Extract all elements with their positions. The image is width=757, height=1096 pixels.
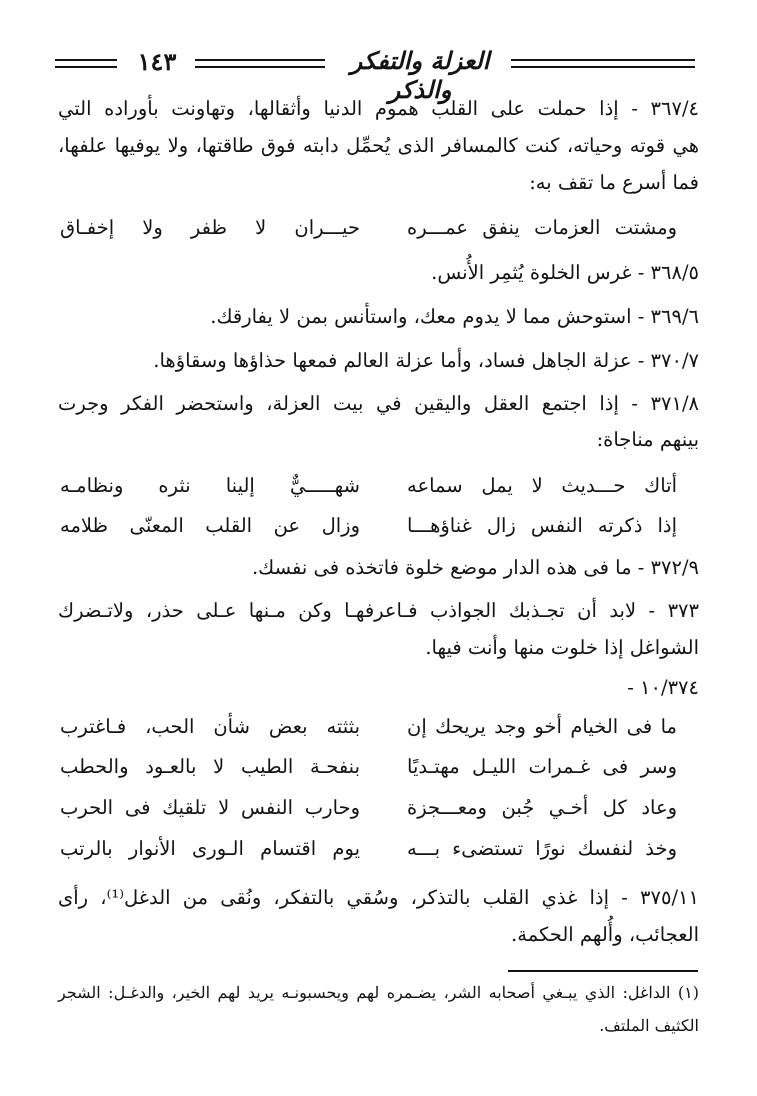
paragraph-line: فما أسرع ما تقف به: — [529, 171, 699, 194]
verse-first-hemistich: وعاد كل أخـي جُبن ومعـــجزة — [407, 796, 677, 819]
footnote-line: (١) الداغل: الذي يبـغي أصحابه الشر، يضـمره لهم ويحسبونـه يريد لهم الخير، والدغـل: الشجر — [58, 983, 699, 1002]
poem-verse — [60, 712, 697, 742]
verse-second-hemistich: وزال عن القلب المعنّى ظلامه — [60, 514, 360, 537]
header-rule-right — [511, 59, 695, 68]
paragraph-line: ٣٧٢/٩ - ما فى هذه الدار موضع خلوة فاتخذه فى نفسك. — [251, 556, 699, 579]
footnote-line: الكثيف الملتف. — [599, 1016, 699, 1035]
verse-first-hemistich: ومشتت العزمات ينفق عمـــره — [407, 216, 677, 239]
poem-verse — [60, 793, 697, 823]
verse-first-hemistich: وسر فى غـمرات الليـل مهتـديًا — [407, 755, 677, 778]
poem-verse — [60, 834, 697, 864]
paragraph-line: ١٠/٣٧٤ - — [627, 676, 699, 699]
poem-verse — [60, 511, 697, 541]
verse-second-hemistich: وحارب النفس لا تلقيك فى الحرب — [60, 796, 360, 819]
verse-first-hemistich: أتاك حـــديث لا يمل سماعه — [407, 474, 677, 497]
paragraph-line: العجائب، وأُلهم الحكمة. — [511, 923, 699, 946]
running-title: العزلة والتفكر والذكر — [350, 46, 490, 104]
paragraph-line: هي قوته وحياته، كنت كالمسافر الذى يُحمِّل دابته فوق طاقتها، ولا يوفيها علفها، — [58, 134, 699, 157]
verse-first-hemistich: وخذ لنفسك نورًا تستضىء بـــه — [407, 837, 677, 860]
paragraph-line: ٣٦٨/٥ - غرس الخلوة يُثمِر الأُنس. — [431, 261, 699, 284]
paragraph-line: بينهم مناجاة: — [596, 428, 699, 451]
paragraph-line: ٣٧١/٨ - إذا اجتمع العقل واليقين في بيت العزلة، واستحضر الفكر وجرت — [58, 392, 699, 415]
verse-second-hemistich: بثثته بعض شأن الحب، فـاغترب — [60, 715, 360, 738]
page-header — [55, 44, 695, 104]
page-number: ١٤٣ — [137, 47, 177, 76]
paragraph-line: ٣٦٩/٦ - استوحش مما لا يدوم معك، واستأنس بمن لا يفارقك. — [210, 305, 699, 328]
paragraph-line: الشواغل إذا خلوت منها وأنت فيها. — [425, 636, 699, 659]
paragraph-line: ٣٧٥/١١ - إذا غذي القلب بالتذكر، وسُقي بالتفكر، ونُقى من الدغل⁽¹⁾، رأى — [58, 886, 699, 909]
paragraph-line: ٣٧٠/٧ - عزلة الجاهل فساد، وأما عزلة العالم فمعها حذاؤها وسقاؤها. — [153, 349, 699, 372]
verse-first-hemistich: إذا ذكرته النفس زال غناؤهـــا — [407, 514, 677, 537]
header-rule-left — [55, 59, 117, 68]
verse-second-hemistich: بنفحـة الطيب لا بالعـود والحطب — [60, 755, 360, 778]
verse-second-hemistich: يوم اقتسام الـورى الأنوار بالرتب — [60, 837, 360, 860]
paragraph-line: ٣٧٣ - لابد أن تجـذبك الجواذب فـاعرفهـا وكن مـنها عـلى حذر، ولاتـضرك — [58, 599, 699, 622]
poem-verse — [60, 471, 697, 501]
poem-verse — [60, 213, 697, 243]
poem-verse — [60, 752, 697, 782]
verse-first-hemistich: ما فى الخيام أخو وجد يريحك إن — [407, 715, 677, 738]
paragraph-line: ٣٦٧/٤ - إذا حملت على القلب هموم الدنيا وأثقالها، وتهاونت بأوراده التي — [58, 97, 699, 120]
footnote-separator — [508, 970, 698, 972]
header-rule-middle — [195, 59, 325, 68]
verse-second-hemistich: شهـــــيٌّ إلينا نثره ونظامـه — [60, 474, 360, 497]
verse-second-hemistich: حيـــران لا ظفر ولا إخفـاق — [60, 216, 360, 239]
